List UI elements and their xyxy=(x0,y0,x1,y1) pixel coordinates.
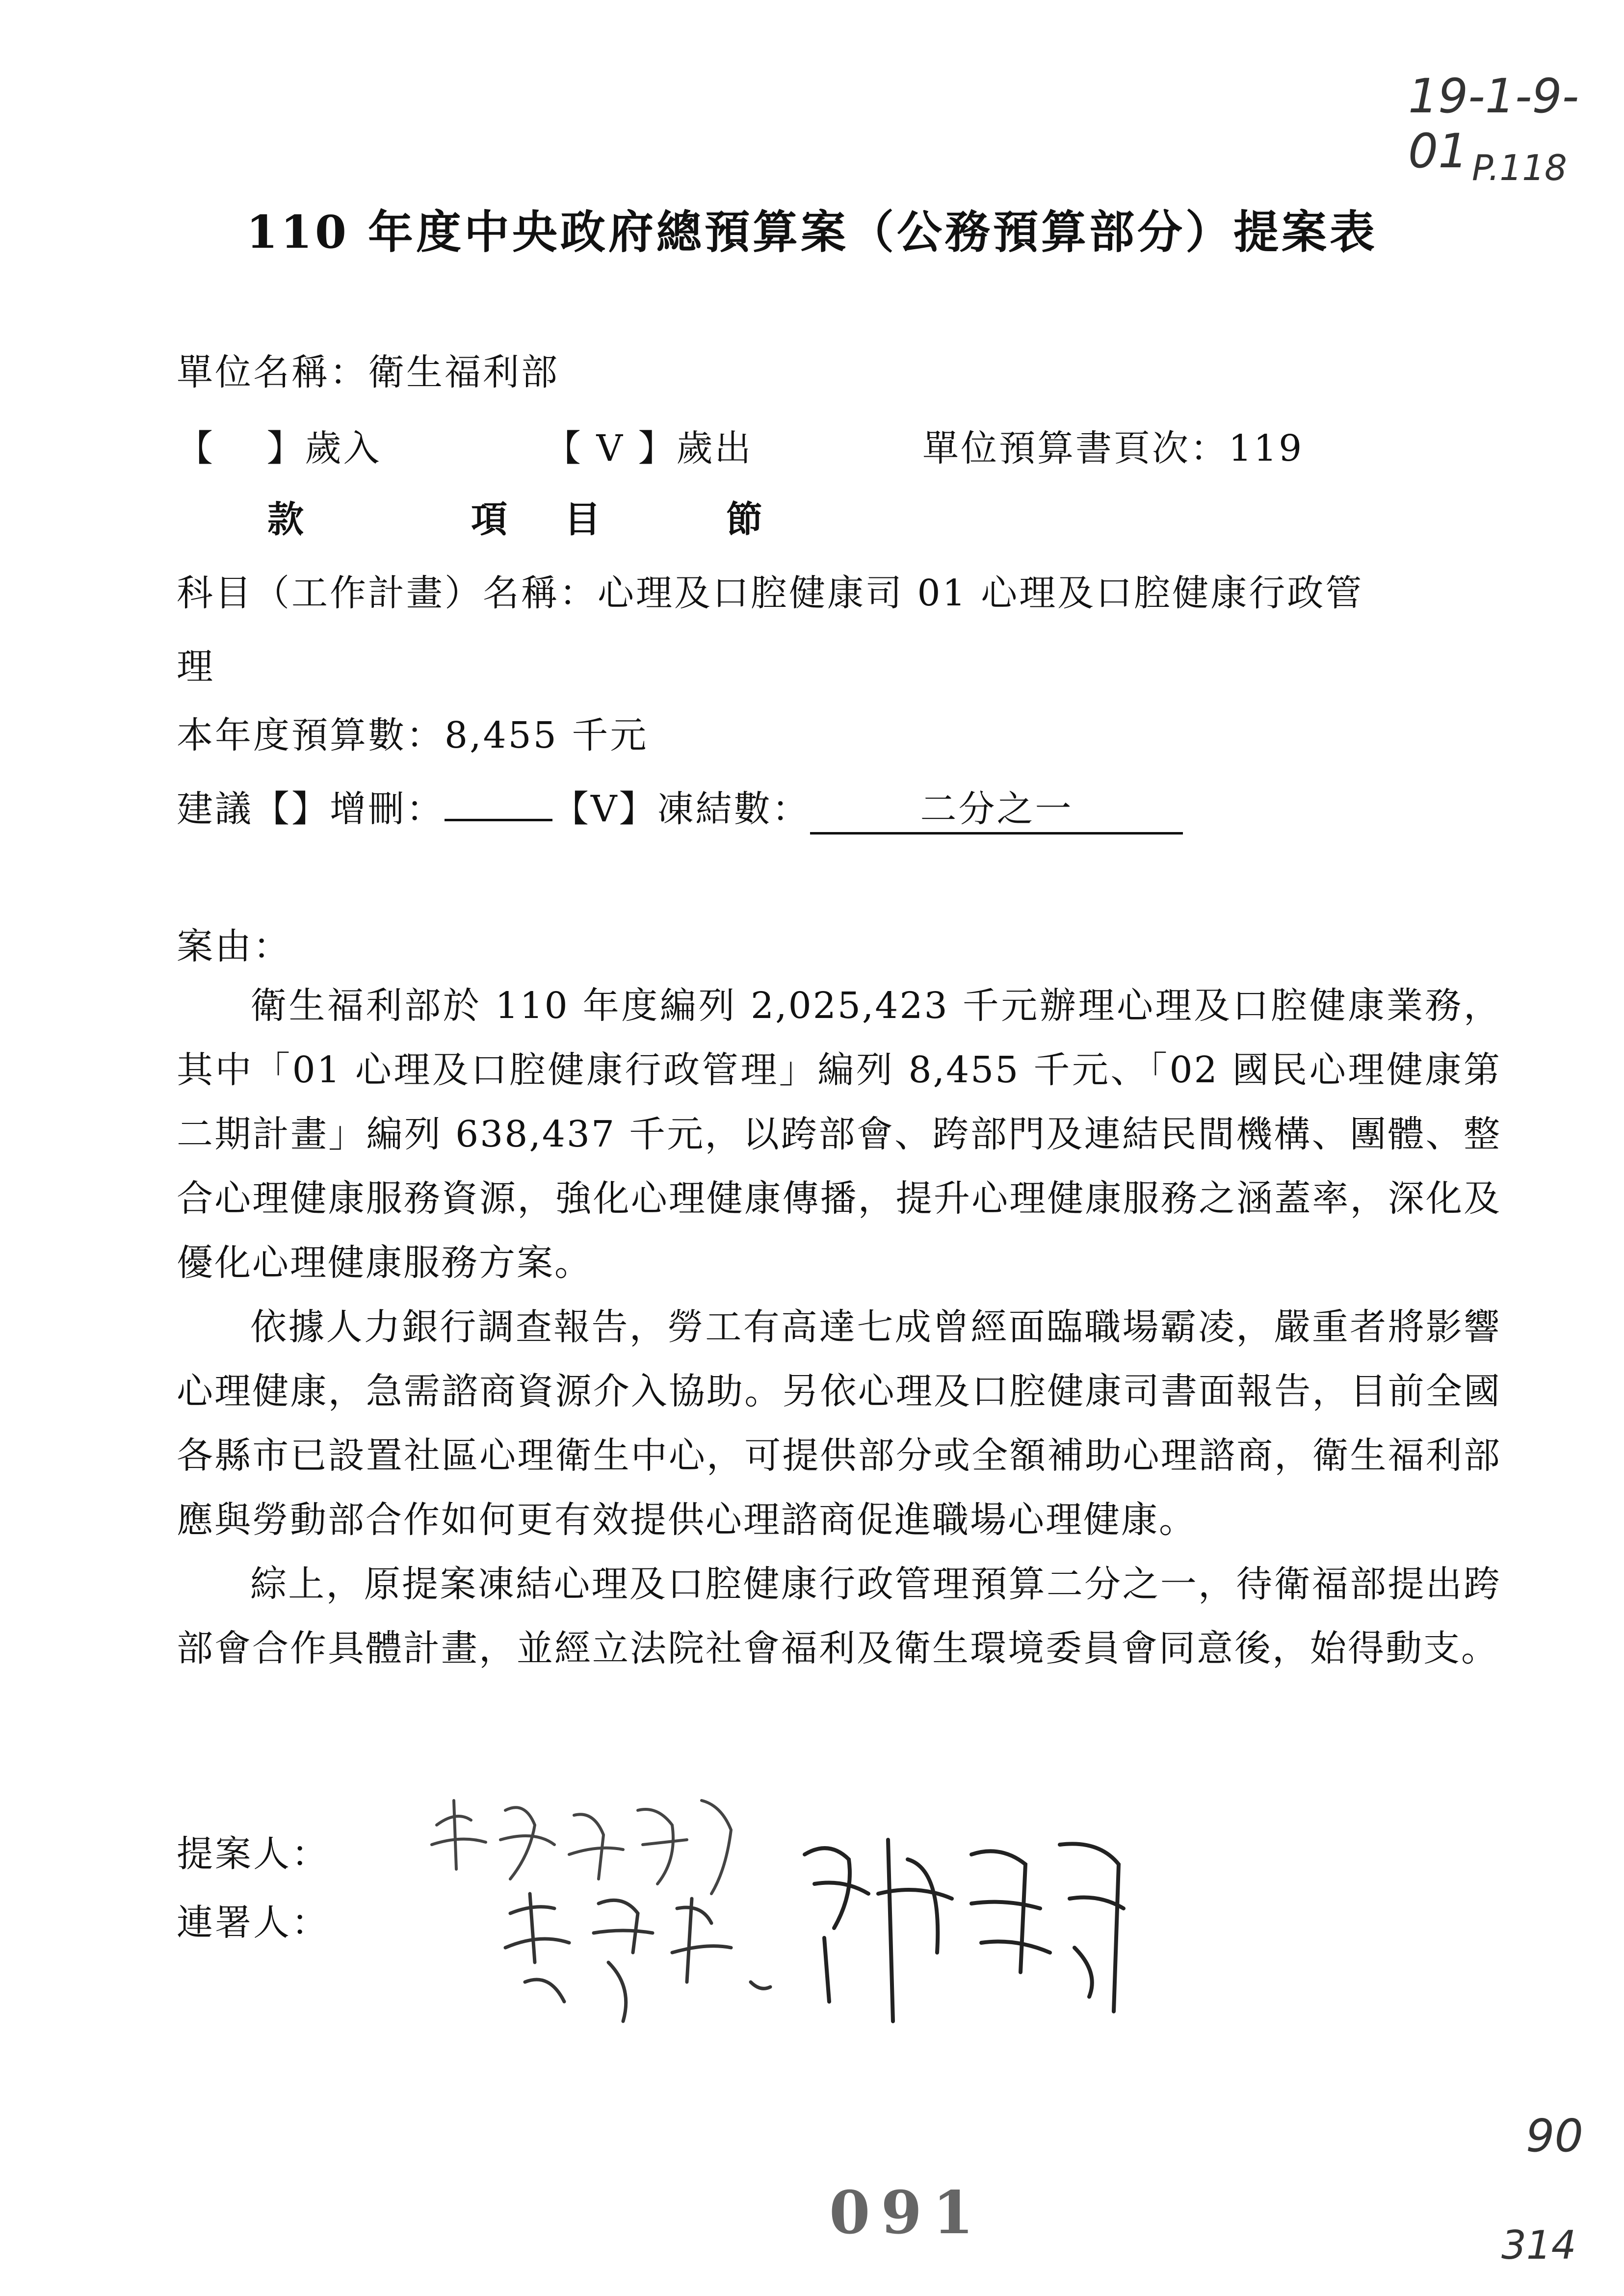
expenditure-checkbox: 【 V 】歲出 xyxy=(545,427,753,470)
reason-paragraph: 依據人力銀行調查報告，勞工有高達七成曾經面臨職場霸凌，嚴重者將影響心理健康，急需諮商資源介入協助。另依心理及口腔健康司書面報告，目前全國各縣市已設置社區心理衛生中心，可提供部分或全額補助心理諮商，衛生福利部應與勞動部合作如何更有效提供心理諮商促進職場心理健康。 xyxy=(177,1306,1501,1541)
subject-name-continued: 理 xyxy=(177,646,215,688)
budget-amount: 本年度預算數：8,455 千元 xyxy=(177,714,649,757)
add-delete-label: 建議【】增刪： xyxy=(177,788,445,830)
jie-label: 節 xyxy=(726,498,764,541)
mu-label: 目 xyxy=(564,498,602,541)
subject-name: 科目（工作計畫）名稱：心理及口腔健康司 01 心理及口腔健康行政管 xyxy=(177,572,1364,614)
page-reference-note: P.118 xyxy=(1472,147,1567,188)
suggestion-line xyxy=(177,780,1183,835)
xiang-label: 項 xyxy=(471,498,509,541)
document-title: 110 年度中央政府總預算案（公務預算部分）提案表 xyxy=(246,206,1378,259)
cosigner-signature-1 xyxy=(496,1874,800,2036)
freeze-label: 【V】凍結數： xyxy=(552,788,811,830)
add-delete-blank xyxy=(445,789,552,821)
page-number-stamp: 091 xyxy=(829,2178,985,2247)
handwritten-number-1: 90 xyxy=(1526,2110,1584,2162)
handwritten-number-2: 314 xyxy=(1501,2222,1576,2268)
reason-body xyxy=(177,974,1501,1681)
revenue-checkbox: 【 】歲入 xyxy=(177,427,382,470)
kuan-label: 款 xyxy=(267,498,306,541)
reason-paragraph: 衛生福利部於 110 年度編列 2,025,423 千元辦理心理及口腔健康業務，其中「01 心理及口腔健康行政管理」編列 8,455 千元、「02 國民心理健康第二期計畫」編列 638,437 千元，以跨部會、跨部門及連結民間機構、團體、整合心理健康服務資源，強化心理健康傳播，提升心理健康服務之涵蓋率，深化及優化心理健康服務方案。 xyxy=(177,985,1501,1284)
unit-name: 單位名稱：衛生福利部 xyxy=(177,351,559,393)
cosigner-label: 連署人： xyxy=(177,1902,330,1944)
budget-book-page: 單位預算書頁次：119 xyxy=(922,427,1304,470)
proposer-label: 提案人： xyxy=(177,1833,330,1875)
freeze-amount: 二分之一 xyxy=(810,780,1183,835)
file-number-note: 19-1-9-01 xyxy=(1408,69,1579,179)
cosigner-signature-2 xyxy=(795,1825,1138,2031)
reason-label: 案由： xyxy=(177,925,291,967)
reason-paragraph: 綜上，原提案凍結心理及口腔健康行政管理預算二分之一，待衛福部提出跨部會合作具體計畫，並經立法院社會福利及衛生環境委員會同意後，始得動支。 xyxy=(177,1563,1501,1670)
